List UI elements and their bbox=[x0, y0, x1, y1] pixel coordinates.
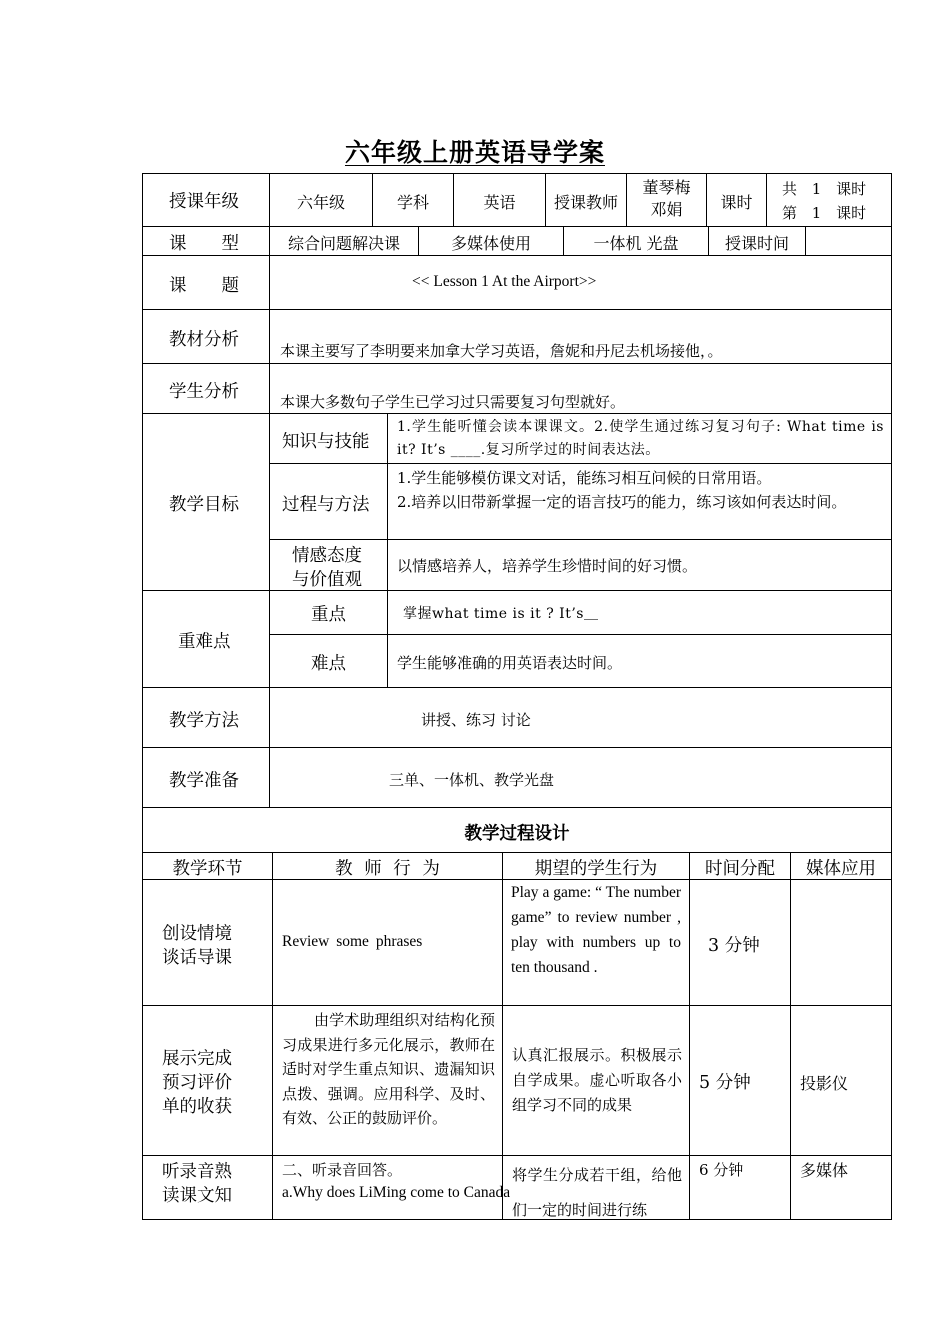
stage-line: 预习评价 bbox=[162, 1073, 232, 1093]
stage-line: 读课文知 bbox=[162, 1186, 232, 1206]
type-label: 课 型 bbox=[169, 234, 239, 254]
teacher-action: 二、听录音回答。 bbox=[282, 1161, 403, 1179]
material-label: 教材分析 bbox=[169, 330, 239, 350]
teacher-action: 由学术助理组织对结构化预习成果进行多元化展示，教师在适时对学生重点知识、遗漏知识点拨、强调。应用科学、及时、有效、公正的鼓励评价。 bbox=[282, 1011, 495, 1127]
focus-value: 掌握what time is it ? It’s＿ bbox=[403, 606, 599, 622]
focus-label: 重点 bbox=[311, 605, 346, 625]
time-allocation: 6 分钟 bbox=[699, 1161, 744, 1179]
header-media: 媒体应用 bbox=[806, 859, 876, 879]
period-label: 课时 bbox=[720, 193, 753, 212]
stage-line: 创设情境 bbox=[162, 924, 232, 944]
knowledge-label: 知识与技能 bbox=[282, 432, 370, 452]
stage-line: 谈话导课 bbox=[162, 948, 232, 968]
stage-line: 听录音熟 bbox=[162, 1162, 232, 1182]
method-value: 讲授、练习 讨论 bbox=[421, 711, 531, 729]
grade-value: 六年级 bbox=[296, 193, 345, 212]
header-time: 时间分配 bbox=[705, 859, 775, 879]
student-action: 将学生分成若干组，给他们一定的时间进行练 bbox=[512, 1166, 682, 1219]
header-student: 期望的学生行为 bbox=[534, 859, 658, 879]
prep-value: 三单、一体机、教学光盘 bbox=[389, 771, 555, 789]
time-allocation: 5 分钟 bbox=[699, 1073, 751, 1093]
process-goal-label: 过程与方法 bbox=[282, 495, 370, 515]
media-use: 多媒体 bbox=[800, 1161, 849, 1180]
period-current: 第 1 课时 bbox=[782, 204, 867, 222]
stage-line: 展示完成 bbox=[162, 1049, 232, 1069]
prep-label: 教学准备 bbox=[169, 771, 239, 791]
header-teacher: 教 师 行 为 bbox=[335, 859, 440, 879]
method-label: 教学方法 bbox=[169, 711, 239, 731]
document-title: 六年级上册英语导学案 bbox=[344, 138, 605, 167]
emotion-value: 以情感培养人，培养学生珍惜时间的好习惯。 bbox=[397, 557, 698, 575]
time-allocation: 3 分钟 bbox=[708, 936, 760, 956]
process-goal-value-1: 1.学生能够模仿课文对话，能练习相互问候的日常用语。 bbox=[397, 469, 772, 487]
media-label: 多媒体使用 bbox=[450, 234, 531, 253]
teacher-value: 董琴梅 邓娟 bbox=[642, 178, 691, 219]
media-use: 投影仪 bbox=[800, 1074, 849, 1093]
difficulty-label: 难点 bbox=[311, 654, 346, 674]
students-label: 学生分析 bbox=[169, 382, 239, 402]
teacher-label: 授课教师 bbox=[553, 193, 618, 212]
material-value: 本课主要写了李明要来加拿大学习英语，詹妮和丹尼去机场接他，。 bbox=[280, 342, 723, 360]
subject-value: 英语 bbox=[483, 193, 516, 212]
stage-line: 单的收获 bbox=[162, 1097, 232, 1117]
students-value: 本课大多数句子学生已学习过只需要复习句型就好。 bbox=[280, 393, 626, 411]
student-action: 认真汇报展示。积极展示自学成果。虚心听取各小组学习不同的成果 bbox=[512, 1046, 682, 1114]
time-label: 授课时间 bbox=[724, 234, 789, 253]
process-goal-value-2: 2.培养以旧带新掌握一定的语言技巧的能力，练习该如何表达时间。 bbox=[397, 493, 847, 511]
grade-label: 授课年级 bbox=[169, 192, 239, 212]
subject-label: 学科 bbox=[396, 193, 429, 212]
teacher-action: a.Why does LiMing come to Canada bbox=[282, 1184, 511, 1201]
header-stage: 教学环节 bbox=[172, 859, 243, 879]
period-total: 共 1 课时 bbox=[782, 180, 867, 198]
teacher-action: Review some phrases bbox=[282, 933, 423, 950]
topic-value: << Lesson 1 At the Airport>> bbox=[412, 273, 597, 290]
goals-label: 教学目标 bbox=[169, 495, 239, 515]
type-value: 综合问题解决课 bbox=[287, 234, 400, 253]
keypoints-label: 重难点 bbox=[178, 632, 231, 652]
emotion-label-2: 与价值观 bbox=[292, 570, 362, 590]
student-action: Play a game: “ The number game” to review number , play with numbers up to ten thousand . bbox=[511, 884, 681, 976]
media-value: 一体机 光盘 bbox=[593, 234, 679, 253]
difficulty-value: 学生能够准确的用英语表达时间。 bbox=[397, 654, 623, 672]
process-title: 教学过程设计 bbox=[464, 824, 570, 844]
emotion-label-1: 情感态度 bbox=[292, 546, 362, 566]
knowledge-value: 1.学生能听懂会读本课课文。2.使学生通过练习复习句子: What time is it? It’s ____.复习所学过的时间表达法。 bbox=[397, 419, 884, 458]
topic-label: 课 题 bbox=[169, 276, 239, 296]
